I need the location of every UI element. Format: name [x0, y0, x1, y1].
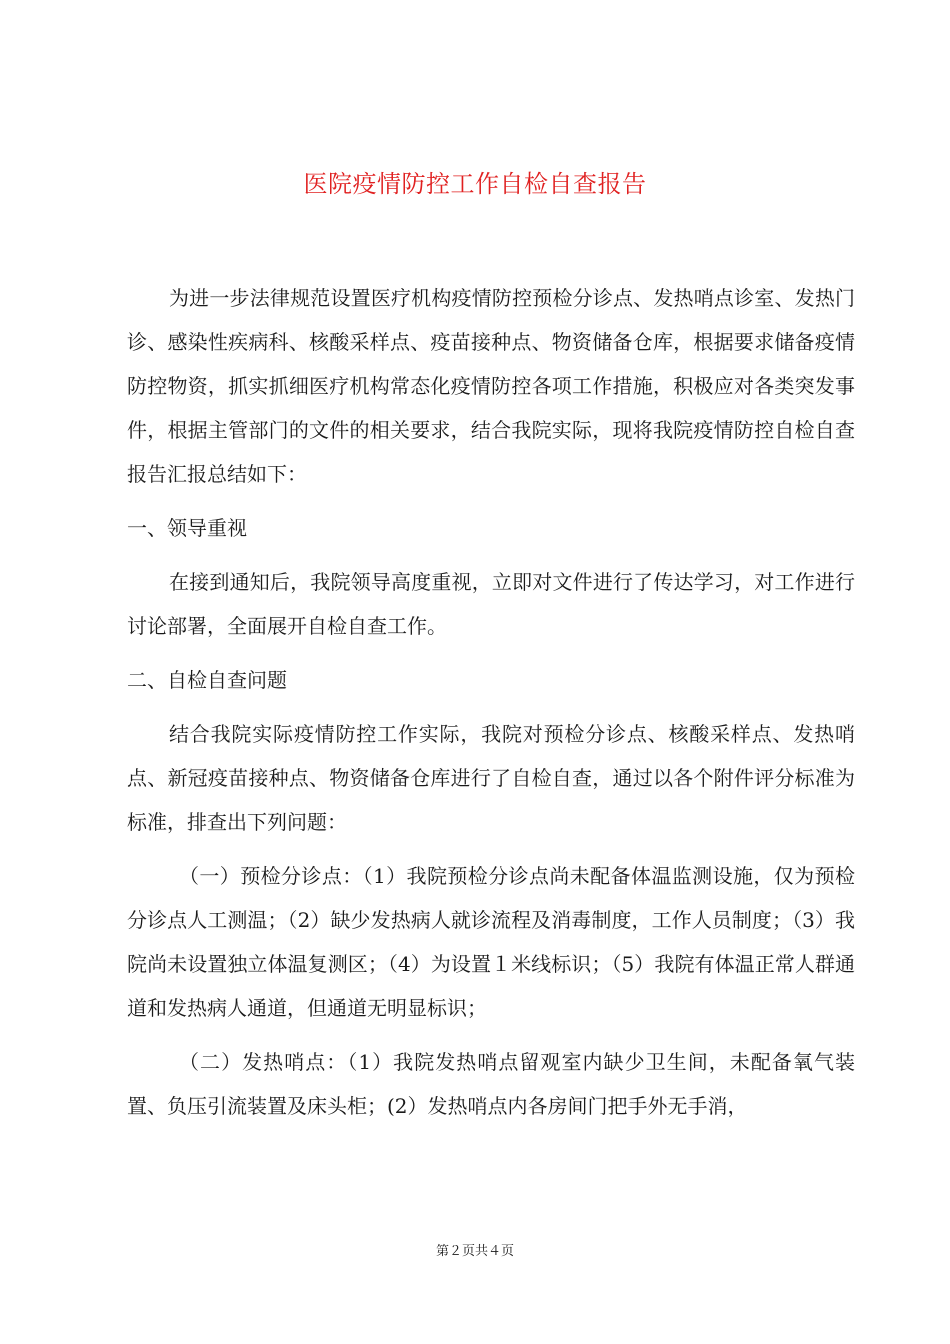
section-paragraph-leadership: 在接到通知后，我院领导高度重视，立即对文件进行了传达学习，对工作进行讨论部署，全面展开自检自查工作。: [127, 570, 855, 638]
issue-item-fever-sentinel: （二）发热哨点：（1）我院发热哨点留观室内缺少卫生间，未配备氧气装置、负压引流装置及床头柜；(2）发热哨点内各房间门把手外无手消，: [127, 1050, 855, 1118]
document-body: [127, 276, 855, 1128]
page-number-footer: 第２页共４页: [435, 1244, 514, 1259]
document-title: 医院疫情防控工作自检自查报告: [303, 170, 647, 198]
section-paragraph-issues: 结合我院实际疫情防控工作实际，我院对预检分诊点、核酸采样点、发热哨点、新冠疫苗接种点、物资储备仓库进行了自检自查，通过以各个附件评分标准为标准，排查出下列问题：: [127, 722, 855, 834]
section-heading-issues: 二、自检自查问题: [127, 668, 287, 692]
section-heading-leadership: 一、领导重视: [127, 516, 247, 540]
intro-paragraph: 为进一步法律规范设置医疗机构疫情防控预检分诊点、发热哨点诊室、发热门诊、感染性疾病科、核酸采样点、疫苗接种点、物资储备仓库，根据要求储备疫情防控物资，抓实抓细医疗机构常态化疫情防控各项工作措施，积极应对各类突发事件，根据主管部门的文件的相关要求，结合我院实际，现将我院疫情防控自检自查报告汇报总结如下：: [127, 286, 855, 486]
issue-item-triage: （一）预检分诊点：（1）我院预检分诊点尚未配备体温监测设施，仅为预检分诊点人工测温；（2）缺少发热病人就诊流程及消毒制度，工作人员制度；（3）我院尚未设置独立体温复测区；（4）为设置１米线标识；（5）我院有体温正常人群通道和发热病人通道，但通道无明显标识；: [127, 864, 855, 1020]
